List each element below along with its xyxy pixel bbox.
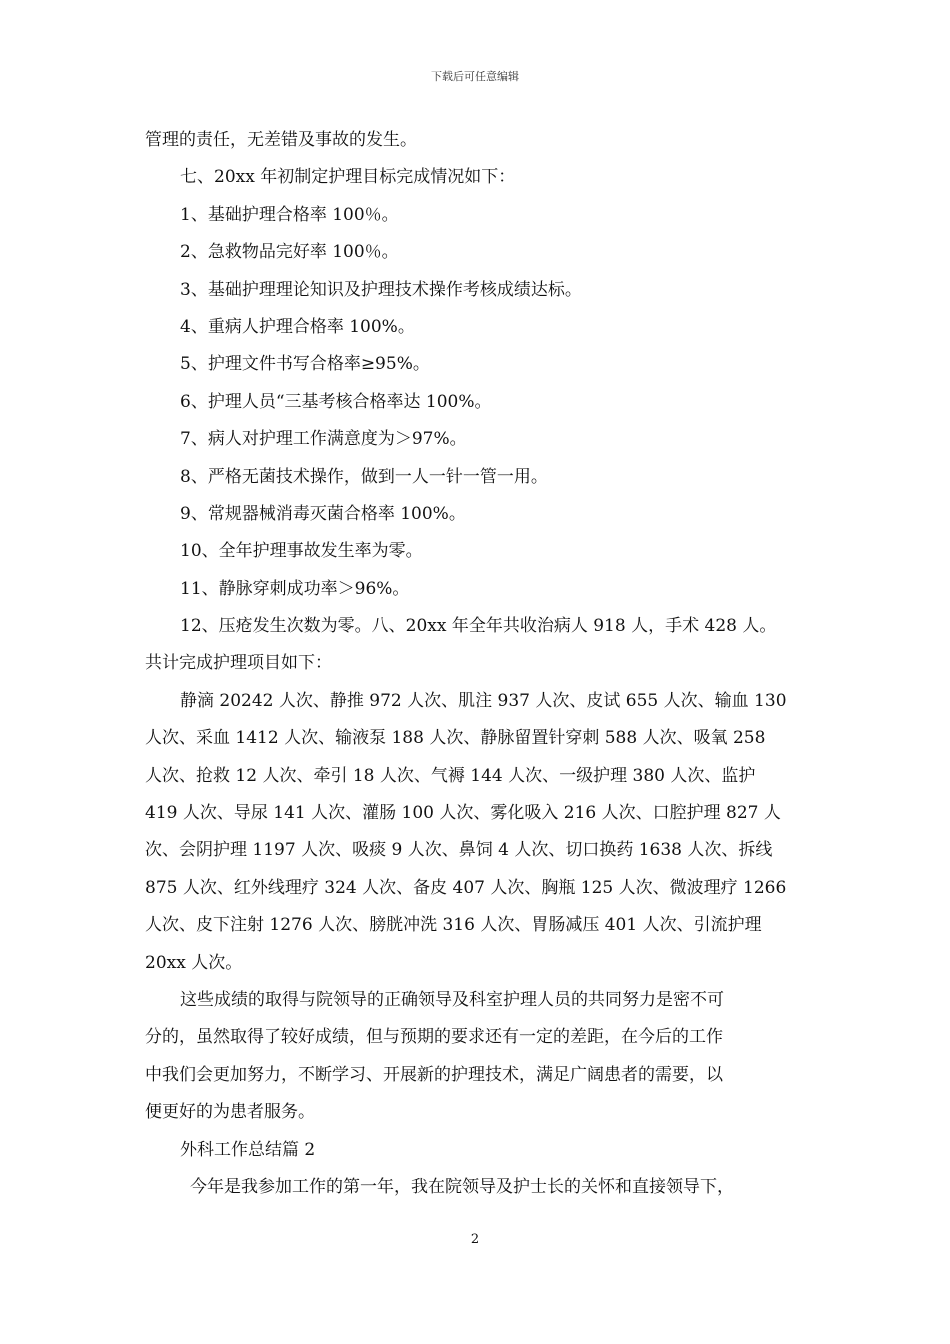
paragraph-line: 875 人次、红外线理疗 324 人次、备皮 407 人次、胸瓶 125 人次、微波理疗 1266 <box>145 877 787 898</box>
paragraph-line: 人次、皮下注射 1276 人次、膀胱冲洗 316 人次、胃肠减压 401 人次、引流护理 <box>145 915 762 936</box>
paragraph-line: 便更好的为患者服务。 <box>145 1102 315 1123</box>
list-item: 2、急救物品完好率 100％。 <box>180 242 399 263</box>
list-item: 12、压疮发生次数为零。八、20xx 年全年共收治病人 918 人，手术 428 人。 <box>180 616 777 637</box>
section-title: 外科工作总结篇 2 <box>180 1139 316 1160</box>
section-heading: 七、20xx 年初制定护理目标完成情况如下： <box>180 167 516 188</box>
text-line: 共计完成护理项目如下： <box>145 653 332 674</box>
page-header: 下载后可任意编辑 <box>431 70 519 83</box>
paragraph-line: 分的，虽然取得了较好成绩，但与预期的要求还有一定的差距，在今后的工作 <box>145 1027 723 1048</box>
list-item: 4、重病人护理合格率 100%。 <box>180 316 415 337</box>
list-item: 6、护理人员“三基考核合格率达 100%。 <box>180 391 492 412</box>
list-item: 3、基础护理理论知识及护理技术操作考核成绩达标。 <box>180 279 582 300</box>
list-item: 5、护理文件书写合格率≥95%。 <box>180 354 430 375</box>
paragraph-line: 人次、采血 1412 人次、输液泵 188 人次、静脉留置针穿刺 588 人次、吸氧 258 <box>145 728 766 749</box>
paragraph-line: 人次、抢救 12 人次、牵引 18 人次、气褥 144 人次、一级护理 380 人次、监护 <box>145 765 756 786</box>
paragraph-line: 这些成绩的取得与院领导的正确领导及科室护理人员的共同努力是密不可 <box>180 989 724 1010</box>
list-item: 10、全年护理事故发生率为零。 <box>180 541 423 562</box>
list-item: 7、病人对护理工作满意度为＞97%。 <box>180 429 467 450</box>
page-number: 2 <box>470 1232 480 1247</box>
list-item: 8、严格无菌技术操作，做到一人一针一管一用。 <box>180 466 548 487</box>
paragraph-line: 20xx 人次。 <box>145 952 243 973</box>
paragraph-line: 中我们会更加努力，不断学习、开展新的护理技术，满足广阔患者的需要，以 <box>145 1064 723 1085</box>
paragraph-line: 419 人次、导尿 141 人次、灌肠 100 人次、雾化吸入 216 人次、口腔护理 827 人 <box>145 803 781 824</box>
list-item: 11、静脉穿刺成功率＞96%。 <box>180 578 410 599</box>
paragraph-line: 今年是我参加工作的第一年，我在院领导及护士长的关怀和直接领导下， <box>190 1176 734 1197</box>
text-line: 管理的责任，无差错及事故的发生。 <box>145 130 417 150</box>
paragraph-line: 次、会阴护理 1197 人次、吸痰 9 人次、鼻饲 4 人次、切口换药 1638 人次、拆线 <box>145 840 773 861</box>
list-item: 1、基础护理合格率 100％。 <box>180 204 399 225</box>
body-text <box>145 122 815 1206</box>
list-item: 9、常规器械消毒灭菌合格率 100%。 <box>180 503 466 524</box>
paragraph-line: 静滴 20242 人次、静推 972 人次、肌注 937 人次、皮试 655 人次、输血 130 <box>180 690 787 711</box>
